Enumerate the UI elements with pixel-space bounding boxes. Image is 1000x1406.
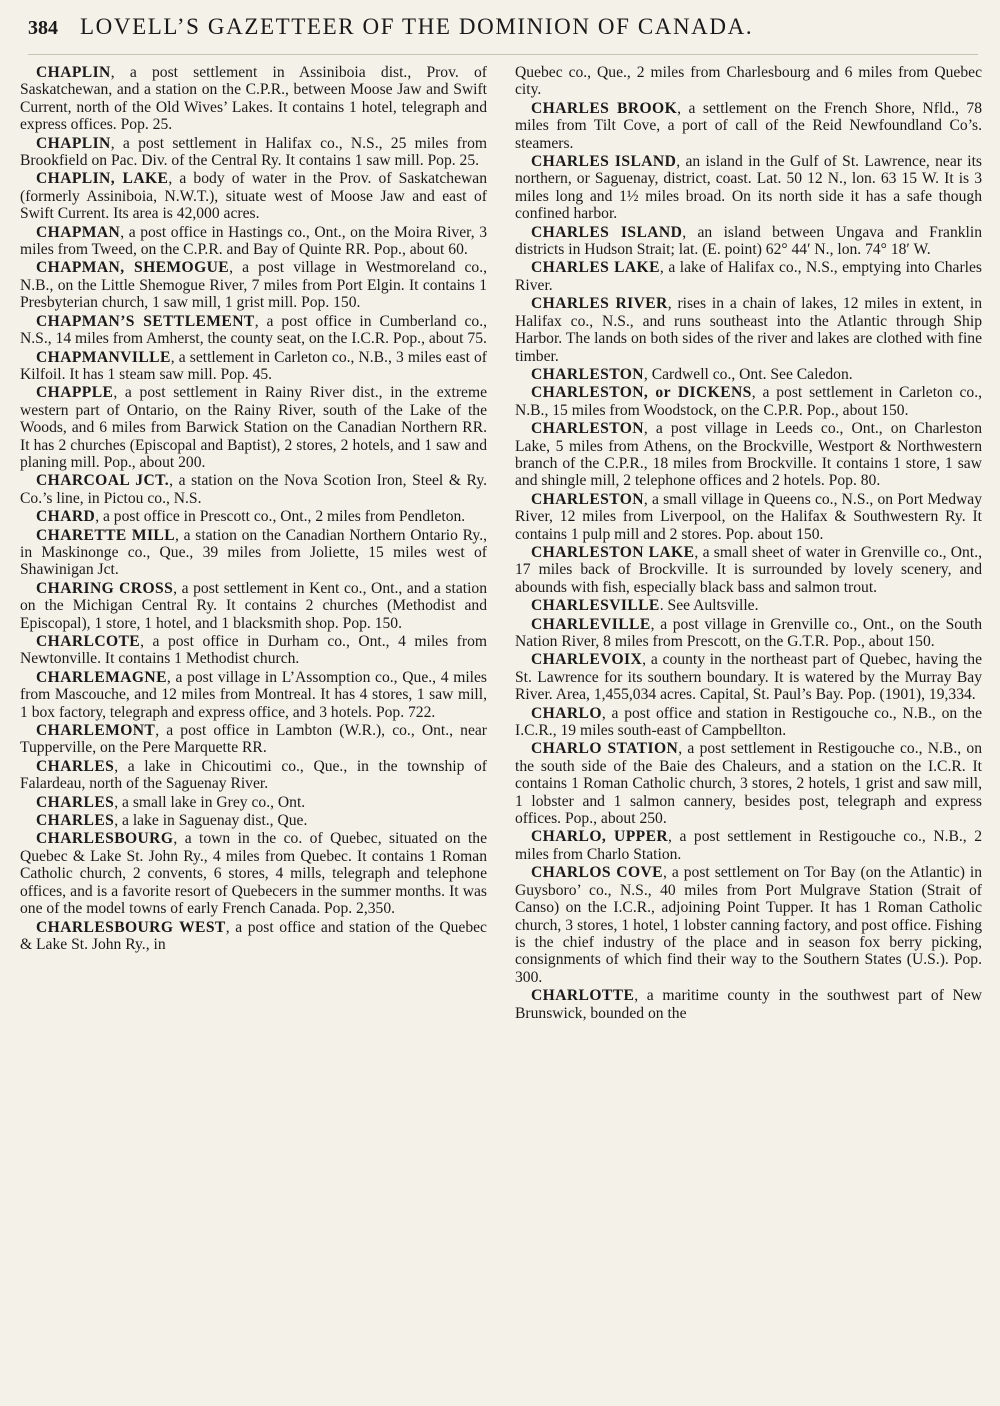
left-column [20,64,487,1399]
entry-text: , rises in a chain of lakes, 12 miles in extent, in Halifax co., N.S., and runs southeast into the Atlantic through Ship Harbor. The lands on both sides of the river and lakes are clothed with fine timber. [515,295,982,365]
gazetteer-entry [20,384,487,471]
entry-headword: CHARLES LAKE [531,259,660,277]
entry-headword: CHARLO STATION [531,740,679,758]
entry-text: , a post settlement in Assiniboia dist., Prov. of Saskatchewan, and a station on the C.P.R., between Moose Jaw and Swift Current, north of the Old Wives’ Lakes. It contains 1 hotel, telegraph and express offices. Pop. 25. [20,64,487,134]
entry-headword: CHARLESBOURG [36,830,174,848]
entry-headword: CHARLO, UPPER [531,828,669,846]
entry-headword: CHARLES ISLAND [531,153,677,171]
gazetteer-entry [515,100,982,152]
gazetteer-entry [20,508,487,525]
entry-headword: CHARLES [36,757,115,775]
gazetteer-entry [20,794,487,811]
entry-text: , a post settlement in Halifax co., N.S., 25 miles from Brookfield on Pac. Div. of the Central Ry. It contains 1 saw mill. Pop. 25. [20,134,487,170]
entry-text: , an island in the Gulf of St. Lawrence, near its northern, or Saguenay, district, coast. Lat. 50 12 N., lon. 63 15 W. It is 3 miles long and 1½ miles broad. On its north side it has a safe though confined harbor. [515,153,982,223]
entry-text: , a settlement in Carleton co., N.B., 3 miles east of Kilfoil. It has 1 steam saw mill. Pop. 45. [20,348,487,383]
page-number: 384 [28,17,58,39]
entry-text: , a small lake in Grey co., Ont. [114,793,306,811]
entry-text: , a body of water in the Prov. of Saskatchewan (formerly Assiniboia, N.W.T.), situate west of Moose Jaw and east of Swift Current. Its area is 42,000 acres. [20,170,487,223]
entry-headword: CHARLES BROOK [531,99,678,117]
gazetteer-entry [20,170,487,222]
entry-text: , a post settlement in Restigouche co., N.B., on the south side of the Baie des Chaleurs, and a station on the I.C.R. It contains 1 Roman Catholic church, 3 stores, 2 hotels, 1 grist and saw mill, 1 lobster and 1 salmon cannery, besides post, telegraph and express offices. Pop., about 250. [515,740,982,828]
gazetteer-entry [515,740,982,827]
gazetteer-entry [20,669,487,721]
entry-headword: CHARLO [531,704,602,722]
entry-headword: CHARLEMAGNE [36,668,167,686]
entry-text: , a lake in Chicoutimi co., Que., in the township of Falardeau, north of the Saguenay River. [20,757,487,793]
gazetteer-entry [20,758,487,793]
entry-text: , a post office and station of the Quebec & Lake St. John Ry., in [20,918,487,953]
entry-text: , a county in the northeast part of Quebec, having the St. Lawrence for its southern boundary. It is watered by the Murray Bay River. Area, 1,455,034 acres. Capital, St. Paul’s Bay. Pop. (1901), 19,334. [515,651,982,704]
gazetteer-entry [515,420,982,490]
entry-text: , a post office in Lambton (W.R.), co., Ont., near Tupperville, on the Pere Marquette RR. [20,722,487,757]
gazetteer-entry [515,597,982,614]
entry-headword: CHARLOTTE [531,987,635,1005]
gazetteer-entry [515,828,982,863]
entry-headword: CHARD [36,508,96,526]
page-header [28,14,978,55]
entry-headword: CHARLES RIVER [531,295,668,313]
entry-headword: CHARLEVOIX [531,651,643,669]
entry-text: , a post office and station in Restigouche co., N.B., on the I.C.R., 19 miles south-east of Campbellton. [515,704,982,740]
entry-headword: CHARETTE MILL [36,526,176,544]
entry-headword: CHAPLIN [36,64,111,81]
entry-text: , a post village in L’Assomption co., Que., 4 miles from Mascouche, and 12 miles from Montreal. It has 4 stores, 1 saw mill, 1 box factory, telegraph and express office, and 3 hotels. Pop. 722. [20,668,487,721]
entry-text: , a lake in Saguenay dist., Que. [114,812,308,830]
gazetteer-entry [515,64,982,99]
gazetteer-entry [20,527,487,579]
entry-headword: CHAPPLE [36,384,114,402]
entry-headword: CHARLEMONT [36,722,156,740]
entry-headword: CHARLOS COVE [531,864,663,882]
entry-text: , a settlement on the French Shore, Nfld., 78 miles from Tilt Cove, a port of call of the Reid Newfoundland Co’s. steamers. [515,99,982,152]
entry-text: , a post office in Hastings co., Ont., on the Moira River, 3 miles from Tweed, on the C.P.R. and Bay of Quinte RR. Pop., about 60. [20,223,487,259]
entry-headword: CHARLESTON LAKE [531,543,695,561]
gazetteer-entry [515,384,982,419]
entry-headword: CHARLESVILLE [531,597,660,615]
gazetteer-entry [20,633,487,668]
entry-text: , Cardwell co., Ont. See Caledon. [643,365,853,383]
entry-text: , a small village in Queens co., N.S., on Port Medway River, 12 miles from Liverpool, on the Halifax & Southwestern Ry. It contains 1 pulp mill and 2 stores. Pop. about 150. [515,490,982,543]
entry-text: , a post settlement in Kent co., Ont., and a station on the Michigan Central Ry. It contains 2 churches (Methodist and Episcopal), 1 store, 1 hotel, and 1 blacksmith shop. Pop. 150. [20,579,487,632]
entry-text: , a post settlement on Tor Bay (on the Atlantic) in Guysboro’ co., N.S., 40 miles from Port Mulgrave Station (Strait of Canso) on the I.C.R., adjoining Point Tupper. It has 1 Roman Catholic church, 3 stores, 1 hotel, 1 lobster canning factory, and post office. Fishing is the chief industry of the place and in season fox berry picking, consignments of which find their way to the Southern States (U.S.). Pop. 300. [515,864,982,986]
entry-headword: CHARLESBOURG WEST [36,918,226,936]
entry-text: , a post village in Leeds co., Ont., on Charleston Lake, 5 miles from Athens, on the Brockville, Westport & Northwestern branch of the C.P.R., 18 miles from Brockville. It contains 1 store, 1 saw and shingle mill, 2 telephone offices and 2 hotels. Pop. 80. [515,420,982,490]
running-title: LOVELL’S GAZETTEER OF THE DOMINION OF CANADA. [80,14,754,39]
entry-headword: CHARLES ISLAND [531,223,683,241]
entry-headword: CHARLESTON [531,420,644,438]
gazetteer-entry [20,722,487,757]
gazetteer-entry [515,259,982,294]
gazetteer-entry [515,295,982,365]
gazetteer-entry [20,580,487,632]
entry-text: , a post settlement in Restigouche co., N.B., 2 miles from Charlo Station. [515,828,982,863]
gazetteer-entry [515,153,982,223]
gazetteer-entry [515,224,982,259]
entry-text: , a post office in Prescott co., Ont., 2 miles from Pendleton. [95,508,466,526]
entry-headword: CHAPMANVILLE [36,348,171,366]
gazetteer-entry [20,812,487,829]
gazetteer-entry [20,349,487,384]
entry-text: . See Aultsville. [659,597,759,615]
gazetteer-entry [20,64,487,134]
entry-headword: CHARLESTON, or DICKENS [531,384,752,402]
entry-text: , a lake of Halifax co., N.S., emptying into Charles River. [515,259,982,294]
entry-text: , a post settlement in Carleton co., N.B., 15 miles from Woodstock, on the C.P.R. Pop., about 150. [515,384,982,419]
right-column [515,64,982,1399]
entry-headword: CHAPLIN, LAKE [36,170,169,188]
entry-headword: CHAPMAN [36,223,121,241]
entry-text: , a station on the Canadian Northern Ontario Ry., in Maskinonge co., Que., 39 miles from Joliette, 15 miles west of Shawinigan Jct. [20,526,487,579]
gazetteer-entry [20,224,487,259]
entry-text: , a post office in Durham co., Ont., 4 miles from Newtonville. It contains 1 Methodist church. [20,633,487,668]
gazetteer-entry [20,313,487,348]
entry-text: , a maritime county in the southwest part of New Brunswick, bounded on the [515,987,982,1022]
entry-headword: CHARLESTON [531,365,644,383]
entry-text: , an island between Ungava and Franklin districts in Hudson Strait; lat. (E. point) 62° 44′ N., lon. 74° 18′ W. [515,223,982,259]
gazetteer-entry [515,616,982,651]
gazetteer-entry [515,491,982,543]
entry-text: , a post village in Westmoreland co., N.B., on the Little Shemogue River, 7 miles from Port Elgin. It contains 1 Presbyterian church, 1 saw mill, 1 grist mill. Pop. 150. [20,259,487,312]
entry-text: Quebec co., Que., 2 miles from Charlesbourg and 6 miles from Quebec city. [515,64,982,99]
entry-text: , a small sheet of water in Grenville co., Ont., 17 miles back of Brockville. It is surrounded by lovely scenery, and abounds with fish, especially black bass and salmon trout. [515,543,982,596]
gazetteer-entry [515,864,982,986]
gazetteer-entry [20,919,487,954]
entry-text: , a post office in Cumberland co., N.S., 14 miles from Amherst, the county seat, on the I.C.R. Pop., about 75. [20,312,487,348]
entry-text: , a post settlement in Rainy River dist., in the extreme western part of Ontario, on the Rainy River, south of the Lake of the Woods, and 6 miles from Barwick Station on the Canadian Northern RR. It has 2 churches (Episcopal and Baptist), 2 stores, 2 hotels, and 1 saw and planing mill. Pop., about 200. [20,384,487,471]
gazetteer-entry [20,830,487,917]
entry-headword: CHAPLIN [36,134,111,152]
entry-text: , a town in the co. of Quebec, situated on the Quebec & Lake St. John Ry., 4 miles from Quebec. It contains 1 Roman Catholic church, 2 convents, 6 stores, 4 mills, telegraph and telephone offices, and is a favorite resort of Quebecers in the summer months. It was one of the model towns of early French Canada. Pop. 2,350. [20,830,487,918]
entry-headword: CHARCOAL JCT. [36,472,170,490]
entry-headword: CHARLCOTE [36,633,141,650]
entry-text: , a station on the Nova Scotion Iron, Steel & Ry. Co.’s line, in Pictou co., N.S. [20,472,487,507]
gazetteer-entry [20,135,487,170]
entry-headword: CHARLES [36,812,115,830]
entry-headword: CHAPMAN’S SETTLEMENT [36,312,255,330]
gazetteer-entry [20,259,487,311]
entry-headword: CHAPMAN, SHEMOGUE [36,259,230,277]
entry-headword: CHARLES [36,793,115,811]
gazetteer-entry [515,651,982,703]
entry-headword: CHARLESTON [531,490,644,508]
entry-headword: CHARLEVILLE [531,615,651,633]
entry-headword: CHARING CROSS [36,579,174,597]
entry-text: , a post village in Grenville co., Ont., on the South Nation River, 8 miles from Prescott, on the G.T.R. Pop., about 150. [515,615,982,650]
gazetteer-entry [515,366,982,383]
gazetteer-entry [515,987,982,1022]
gazetteer-entry [515,544,982,596]
gazetteer-entry [515,705,982,740]
gazetteer-entry [20,472,487,507]
